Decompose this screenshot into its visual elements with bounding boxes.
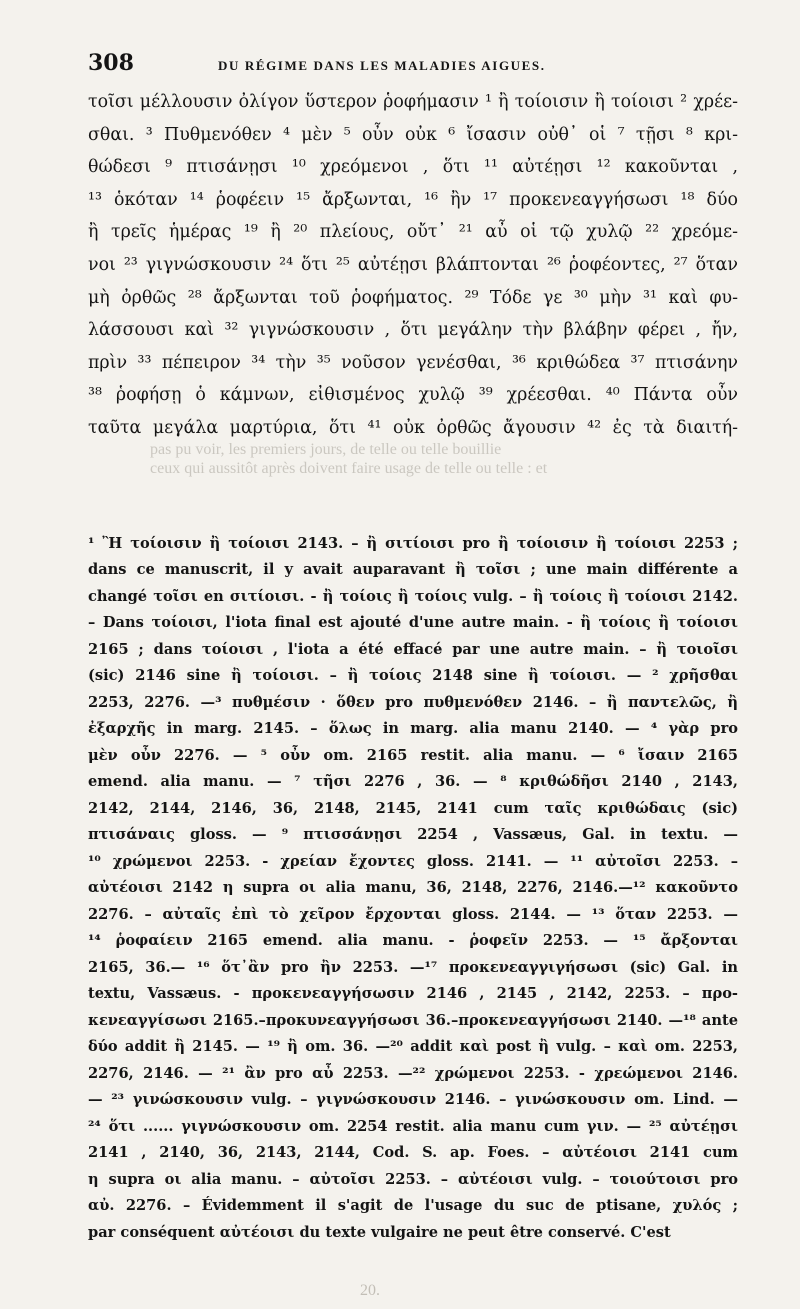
note-line: ²⁴ ὅτι ...... γιγνώσκουσιν om. 2254 restit. alia manu cum γιν. — ²⁵ αὐτέῃσι (88, 1117, 738, 1135)
text-line: τοῖσι μέλλουσιν ὀλίγον ὕστερον ῥοφήμασιν ¹ ἢ τοίοισιν ἢ τοίοισι ² χρέε- (88, 92, 738, 112)
critical-apparatus-notes (88, 531, 738, 1247)
note-line: 2142, 2144, 2146, 36, 2148, 2145, 2141 cum ταῖς κριθώδαις (sic) (88, 799, 738, 817)
note-line: αὐτέοισι 2142 η supra οι alia manu, 36, 2148, 2276, 2146.—¹² κακοῦντο (88, 879, 738, 897)
note-line: μὲν οὖν 2276. — ⁵ οὖν om. 2165 restit. alia manu. — ⁶ ἴσαιν 2165 (88, 746, 738, 764)
note-line: – Dans τοίοισι, l'iota final est ajouté d'une autre main. - ἢ τοίοις ἢ τοίοισι (88, 614, 738, 632)
text-line: ¹³ ὁκόταν ¹⁴ ῥοφέειν ¹⁵ ἄρξωνται, ¹⁶ ἢν ¹⁷ προκενεαγγήσωσι ¹⁸ δύο (88, 189, 738, 210)
running-title: DU RÉGIME DANS LES MALADIES AIGUES. (218, 58, 546, 73)
note-line: emend. alia manu. — ⁷ τῆσι 2276 , 36. — ⁸ κριθώδῆσι 2140 , 2143, (88, 773, 738, 791)
text-line: σθαι. ³ Πυθμενόθεν ⁴ μὲν ⁵ οὖν οὐκ ⁶ ἴσασιν οὐθ᾽ οἱ ⁷ τῇσι ⁸ κρι- (88, 124, 738, 145)
note-line: πτισάναις gloss. — ⁹ πτισσάνῃσι 2254 , Vassæus, Gal. in textu. — (88, 826, 738, 844)
text-line: ³⁸ ῥοφήσῃ ὁ κάμνων, εἰθισμένος χυλῷ ³⁹ χρέεσθαι. ⁴⁰ Πάντα οὖν (88, 385, 738, 406)
note-line: 2276, 2146. — ²¹ ἂν pro αὖ 2253. —²² χρώμενοι 2253. - χρεώμενοι 2146. (88, 1064, 738, 1082)
note-line: 2165 ; dans τοίοισι , l'iota a été effacé par une autre main. – ἢ τοιοῖσι (88, 640, 738, 658)
note-line: dans ce manuscrit, il y avait auparavant ἢ τοῖσι ; une main différente a (88, 561, 738, 579)
note-line: (sic) 2146 sine ἢ τοίοισι. – ἢ τοίοις 2148 sine ἢ τοίοισι. — ² χρῆσθαι (88, 667, 738, 685)
note-line: 2276. – αὐταῖς ἐπὶ τὸ χεῖρον ἔρχονται gloss. 2144. — ¹³ ὅταν 2253. — (88, 905, 738, 923)
text-line: μὴ ὀρθῶς ²⁸ ἄρξωνται τοῦ ῥοφήματος. ²⁹ Τόδε γε ³⁰ μὴν ³¹ καὶ φυ- (88, 287, 738, 308)
note-line: ἐξαρχῆς in marg. 2145. – ὅλως in marg. alia manu 2140. — ⁴ γὰρ pro (88, 720, 738, 738)
text-line: ταῦτα μεγάλα μαρτύρια, ὅτι ⁴¹ οὐκ ὀρθῶς ἄγουσιν ⁴² ἐς τὰ διαιτή- (88, 417, 738, 438)
note-line: 2141 , 2140, 36, 2143, 2144, Cod. S. ap. Foes. – αὐτέοισι 2141 cum (88, 1144, 738, 1162)
note-line: textu, Vassæus. - προκενεαγγήσωσιν 2146 , 2145 , 2142, 2253. – προ- (88, 985, 738, 1003)
bleed-through-number: 20. (360, 1282, 380, 1299)
note-line: η supra οι alia manu. – αὐτοῖσι 2253. – αὐτέοισι vulg. – τοιούτοισι pro (88, 1170, 738, 1188)
text-line: θώδεσι ⁹ πτισάνῃσι ¹⁰ χρεόμενοι , ὅτι ¹¹ αὐτέῃσι ¹² κακοῦνται , (88, 157, 738, 178)
bleed-through-text: pas pu voir, les premiers jours, de telle ou telle bouillie ceux qui aussitôt après doivent faire usage de telle ou telle : et (150, 441, 548, 477)
text-line: πρὶν ³³ πέπειρον ³⁴ τὴν ³⁵ νοῦσον γενέσθαι, ³⁶ κριθώδεα ³⁷ πτισάνην (88, 352, 738, 373)
note-line: 2165, 36.— ¹⁶ ὅτ᾽ἂν pro ἢν 2253. —¹⁷ προκενεαγγιγήσωσι (sic) Gal. in (88, 958, 738, 976)
note-line: — ²³ γινώσκουσιν vulg. – γιγνώσκουσιν 2146. – γινώσκουσιν om. Lind. — (88, 1091, 738, 1109)
text-line: λάσσουσι καὶ ³² γιγνώσκουσιν , ὅτι μεγάλην τὴν βλάβην φέρει , ἤν, (88, 320, 738, 341)
note-line: ¹⁴ ῥοφαίειν 2165 emend. alia manu. - ῥοφεῖν 2253. — ¹⁵ ἄρξονται (88, 932, 738, 950)
text-line: ἢ τρεῖς ἡμέρας ¹⁹ ἢ ²⁰ πλείους, οὔτ᾽ ²¹ αὖ οἱ τῷ χυλῷ ²² χρεόμε- (88, 222, 738, 243)
note-line: par conséquent αὐτέοισι du texte vulgaire ne peut être conservé. C'est (88, 1223, 671, 1241)
note-line: δύο addit ἢ 2145. — ¹⁹ ἢ om. 36. —²⁰ addit καὶ post ἢ vulg. – καὶ om. 2253, (88, 1038, 738, 1056)
note-line: ¹ Ἢ τοίοισιν ἢ τοίοισι 2143. – ἢ σιτίοισι pro ἢ τοίοισιν ἢ τοίοισι 2253 ; (88, 534, 738, 552)
note-line: αὐ. 2276. – Évidemment il s'agit de l'usage du suc de ptisane, χυλός ; (88, 1197, 738, 1215)
page-number: 308 (88, 50, 134, 76)
greek-main-text (88, 86, 738, 445)
note-line: changé τοῖσι en σιτίοισι. - ἢ τοίοις ἢ τοίοις vulg. – ἢ τοίοις ἢ τοίοισι 2142. (88, 587, 738, 605)
text-line: νοι ²³ γιγνώσκουσιν ²⁴ ὅτι ²⁵ αὐτέῃσι βλάπτονται ²⁶ ῥοφέοντες, ²⁷ ὅταν (88, 254, 738, 275)
note-line: ¹⁰ χρώμενοι 2253. - χρείαν ἔχοντες gloss. 2141. — ¹¹ αὐτοῖσι 2253. – (88, 852, 738, 870)
running-head (88, 50, 738, 84)
note-line: κενεαγγίσωσι 2165.–προκυνεαγγήσωσι 36.–προκενεαγγήσωσι 2140. —¹⁸ ante (88, 1011, 738, 1029)
note-line: 2253, 2276. —³ πυθμέσιν · ὅθεν pro πυθμενόθεν 2146. – ἢ παντελῶς, ἢ (88, 693, 738, 711)
